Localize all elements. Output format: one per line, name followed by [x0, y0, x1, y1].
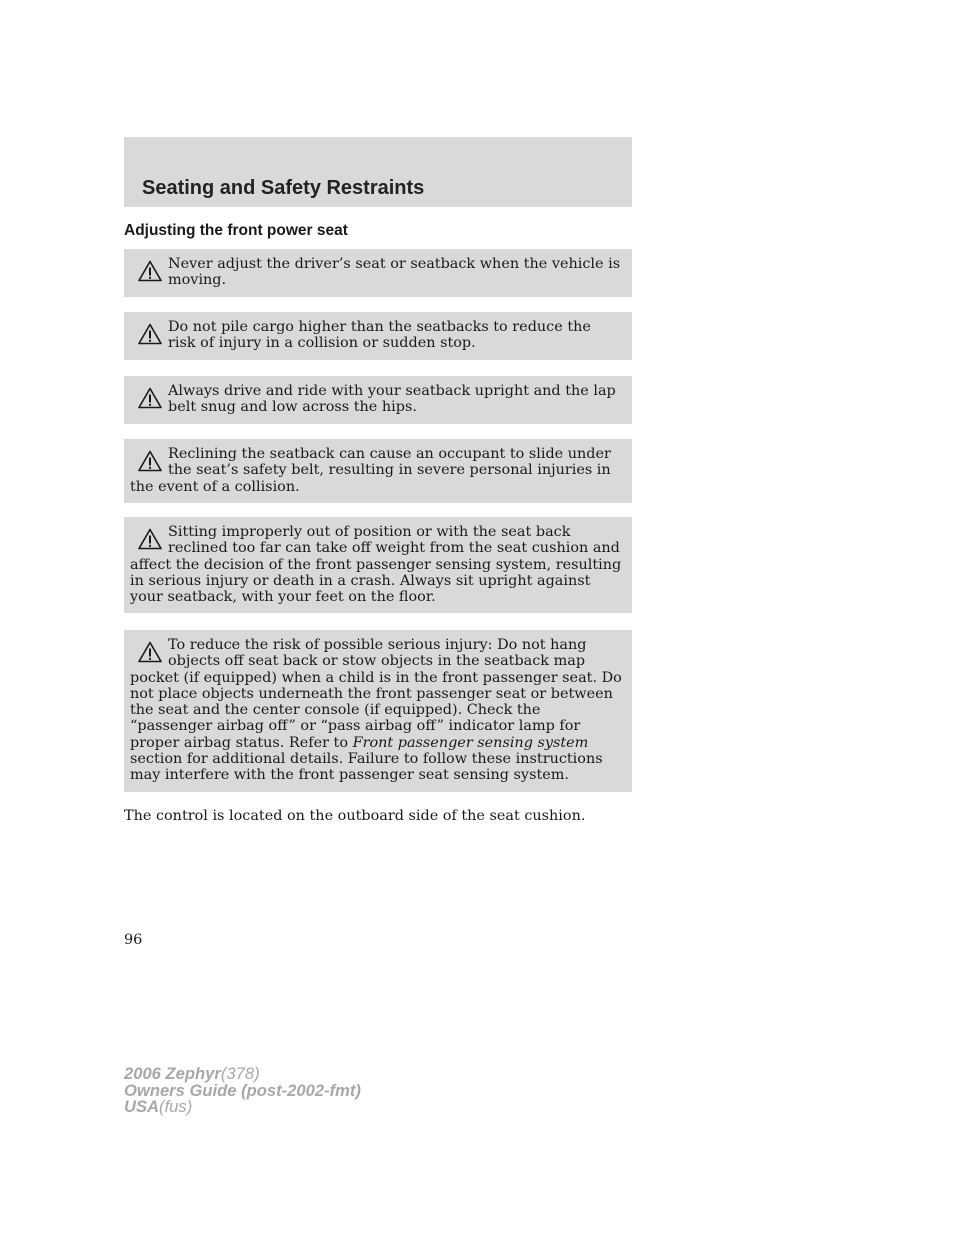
warning-text: Always drive and ride with your seatback upright and the lap belt snug and low across the hips.	[168, 383, 616, 416]
warning-triangle-icon	[130, 450, 168, 478]
cross-reference-link: Front passenger sensing system	[352, 734, 589, 751]
warning-text: Do not pile cargo higher than the seatbacks to reduce the risk of injury in a collision or sudden stop.	[168, 319, 591, 352]
page-number: 96	[124, 932, 143, 948]
warning-text	[130, 637, 622, 784]
warning-triangle-icon	[130, 387, 168, 415]
footer-market: USA	[124, 1097, 160, 1117]
warning-box	[124, 439, 632, 503]
section-heading: Adjusting the front power seat	[124, 222, 348, 239]
warning-text-part: section for additional details. Failure to follow these instructions may interfere with the front passenger seat sensing system.	[130, 751, 603, 784]
footer	[124, 1066, 361, 1116]
warning-text: Reclining the seatback can cause an occupant to slide under the seat’s safety belt, resulting in severe personal injuries in the event of a collision.	[130, 446, 611, 495]
warning-text-part: To reduce the risk of possible serious injury: Do not hang objects off seat back or stow objects in the seatback map pocket (if equipped) when a child is in the front passenger seat. Do not place objects underneath the front passenger seat or between the seat and the center console (if equipped). Check the “passenger airbag off” or “pass airbag off” indicator lamp for proper airbag status. Refer to	[130, 637, 622, 751]
footer-code: (378)	[220, 1064, 260, 1083]
header-band	[124, 137, 632, 207]
warning-triangle-icon	[130, 260, 168, 288]
page-title: Seating and Safety Restraints	[142, 177, 425, 199]
footer-model: 2006 Zephyr	[124, 1064, 221, 1083]
warning-box	[124, 249, 632, 297]
warning-box	[124, 312, 632, 360]
warning-text: Never adjust the driver’s seat or seatback when the vehicle is moving.	[168, 256, 621, 289]
warning-triangle-icon	[130, 528, 168, 556]
footer-market-code: (fus)	[159, 1097, 193, 1117]
body-paragraph: The control is located on the outboard side of the seat cushion.	[124, 808, 586, 824]
footer-guide: Owners Guide (post-2002-fmt)	[124, 1080, 361, 1100]
warning-box	[124, 517, 632, 613]
warning-text: Sitting improperly out of position or with the seat back reclined too far can take off weight from the seat cushion and affect the decision of the front passenger sensing system, resulting in serious injury or death in a crash. Always sit upright against your seatback, with your feet on the floor.	[130, 524, 622, 606]
warning-box	[124, 376, 632, 424]
warning-triangle-icon	[130, 641, 168, 669]
warning-box	[124, 630, 632, 792]
warning-triangle-icon	[130, 323, 168, 351]
